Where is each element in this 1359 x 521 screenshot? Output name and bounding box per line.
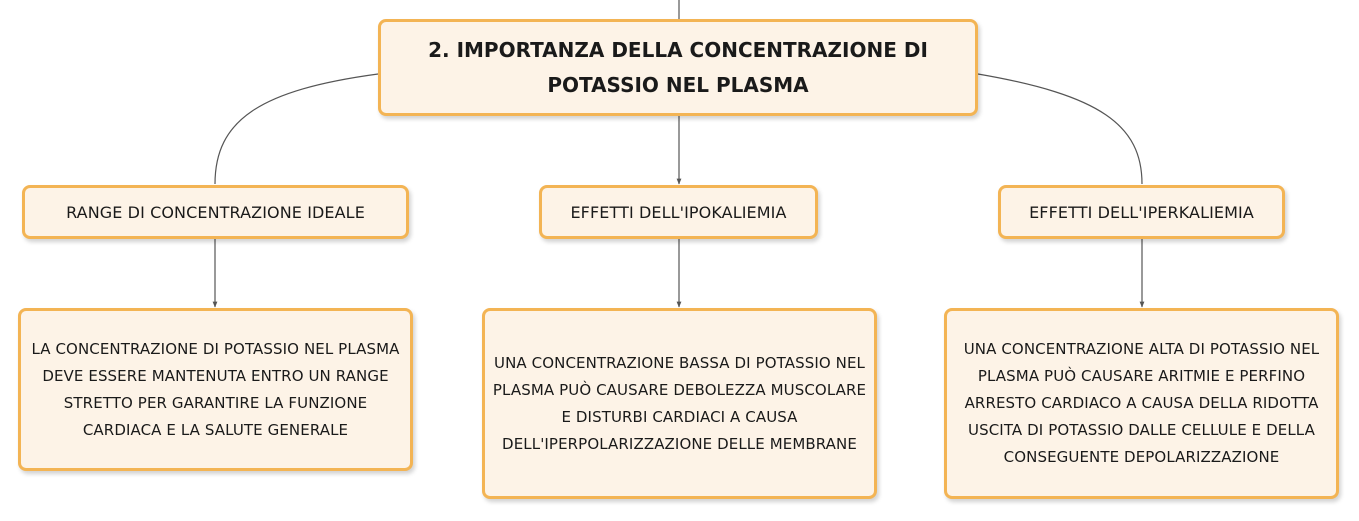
edge-root-to-iper xyxy=(978,74,1142,184)
detail-text-iperkaliemia: UNA CONCENTRAZIONE ALTA DI POTASSIO NEL PLASMA PUÒ CAUSARE ARITMIE E PERFINO ARRESTO CARDIACO A CAUSA DELLA RIDOTTA USCITA DI POTASSIO DALLE CELLULE E DELLA CONSEGUENTE DEPOLARIZZAZIONE xyxy=(963,340,1320,466)
detail-node-iperkaliemia[interactable] xyxy=(944,308,1339,499)
branch-label-ipokaliemia: EFFETTI DELL'IPOKALIEMIA xyxy=(570,202,787,222)
root-topic-node[interactable] xyxy=(378,19,978,116)
branch-node-iperkaliemia[interactable] xyxy=(998,185,1285,239)
branch-label-iperkaliemia: EFFETTI DELL'IPERKALIEMIA xyxy=(1029,202,1254,222)
detail-node-ipokaliemia[interactable] xyxy=(482,308,877,499)
detail-node-range[interactable] xyxy=(18,308,413,471)
edge-root-to-range xyxy=(215,74,378,184)
branch-node-ipokaliemia[interactable] xyxy=(539,185,818,239)
branch-node-range[interactable] xyxy=(22,185,409,239)
root-topic-label: 2. IMPORTANZA DELLA CONCENTRAZIONE DI POTASSIO NEL PLASMA xyxy=(428,37,928,97)
detail-text-range: LA CONCENTRAZIONE DI POTASSIO NEL PLASMA DEVE ESSERE MANTENUTA ENTRO UN RANGE STRETTO PER GARANTIRE LA FUNZIONE CARDIACA E LA SALUTE GENERALE xyxy=(31,339,400,439)
detail-text-ipokaliemia: UNA CONCENTRAZIONE BASSA DI POTASSIO NEL PLASMA PUÒ CAUSARE DEBOLEZZA MUSCOLARE E DISTURBI CARDIACI A CAUSA DELL'IPERPOLARIZZAZIONE DELLE MEMBRANE xyxy=(492,353,867,453)
branch-label-range: RANGE DI CONCENTRAZIONE IDEALE xyxy=(66,202,365,222)
